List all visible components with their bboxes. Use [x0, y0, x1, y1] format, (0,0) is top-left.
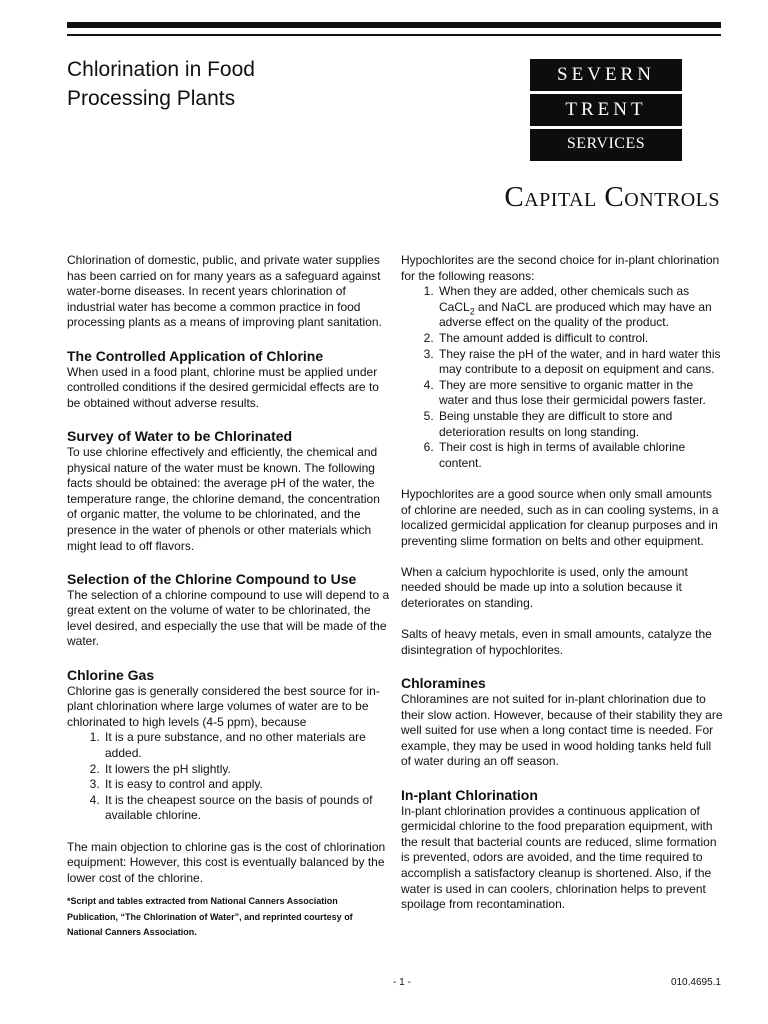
logo-line-trent: TRENT [530, 94, 682, 126]
hypochlorites-intro: Hypochlorites are the second choice for in-plant chlorination for the following reasons: [401, 253, 720, 283]
left-column [67, 253, 390, 956]
intro-paragraph: Chlorination of domestic, public, and private water supplies has been carried on for many years as a safeguard against water-borne diseases. In recent years chlorination of industrial water has become a common practice in food processing plants as a means of improving plant sanitation. [67, 253, 382, 330]
list-item: 6. Their cost is high in terms of available chlorine content. [437, 440, 723, 471]
logo-line-services: SERVICES [530, 129, 682, 161]
logo-line-severn: SEVERN [530, 59, 682, 91]
hypochlorites-paragraph-2: Hypochlorites are a good source when only small amounts of chlorine are needed, such as in can cooling systems, in a localized germicidal application for cleanup purposes and in preventing slime formation on belts and other equipment. [401, 486, 719, 548]
top-rule-thin [67, 34, 721, 36]
list-item: 5. Being unstable they are difficult to store and deterioration results on long standing. [437, 409, 723, 440]
list-item: 4. They are more sensitive to organic matter in the water and thus lose their germicidal powers faster. [437, 378, 723, 409]
list-item [437, 284, 723, 331]
section-heading-in-plant: In-plant Chlorination [401, 786, 538, 803]
list-item: 3. They raise the pH of the water, and in hard water this may contribute to a deposit on equipment and cans. [437, 347, 723, 378]
section-heading-chloramines: Chloramines [401, 675, 486, 692]
top-rule-thick [67, 22, 721, 28]
page-number: - 1 - [393, 977, 411, 988]
list-item-text: and NaCL are produced which may have an adverse effect on the quality of the product. [439, 299, 712, 330]
right-column [401, 253, 723, 928]
chlorine-gas-list [67, 730, 390, 824]
section-body-selection: The selection of a chlorine compound to use will depend to a great extent on the volume of water to be chlorinated, the level desired, and especially the use that will be made of the water. [67, 587, 390, 649]
chlorine-gas-objection: The main objection to chlorine gas is the cost of chlorination equipment: However, this cost is eventually balanced by the lower cost of the chlorine. [67, 839, 386, 885]
brand-name: Capital Controls [504, 181, 720, 213]
list-item: 2. The amount added is difficult to control. [437, 331, 723, 347]
document-code: 010.4695.1 [670, 977, 721, 988]
section-heading-chlorine-gas: Chlorine Gas [67, 666, 155, 683]
section-body-controlled-application: When used in a food plant, chlorine must be applied under controlled conditions if the desired germicidal effects are to be obtained without adverse results. [67, 364, 379, 410]
section-body-chloramines: Chloramines are not suited for in-plant chlorination due to their slow action. However, because of their stability they are well suited for use when a long contact time is needed. For example, they may be used in wood holding tanks held full of water during an off season. [401, 692, 723, 769]
hypochlorites-paragraph-4: Salts of heavy metals, even in small amounts, catalyze the disintegration of hypochlorites. [401, 627, 712, 657]
list-item-text: When they are added, other chemicals such as CaCL [439, 284, 690, 314]
section-heading-controlled-application: The Controlled Application of Chlorine [67, 347, 324, 364]
section-heading-selection: Selection of the Chlorine Compound to Use [67, 570, 357, 587]
title-line-1: Chlorination in Food [67, 58, 255, 81]
hypochlorites-list [401, 284, 723, 471]
severn-trent-logo [530, 59, 682, 161]
list-item: 2. It lowers the pH slightly. [103, 762, 390, 778]
section-body-chlorine-gas: Chlorine gas is generally considered the best source for in-plant chlorination where large volumes of water are to be chlorinated to high levels (4-5 ppm), because [67, 683, 380, 729]
list-item: 3. It is easy to control and apply. [103, 777, 390, 793]
list-item: 4. It is the cheapest source on the basis of pounds of available chlorine. [103, 793, 390, 824]
list-item: 1. It is a pure substance, and no other materials are added. [103, 730, 390, 761]
hypochlorites-paragraph-3: When a calcium hypochlorite is used, only the amount needed should be made up into a solution because it deteriorates on standing. [401, 564, 688, 611]
section-body-in-plant: In-plant chlorination provides a continuous application of germicidal chlorine to the food preparation equipment, with the result that bacterial counts are reduced, slime formation is prevented, odors are avoided, and the time required to accomplish a satisfactory cleanup is shortened. Also, if the water is used in can coolers, chlorination helps to prevent spoilage from recontamination. [401, 803, 717, 912]
section-body-survey: To use chlorine effectively and efficiently, the chemical and physical nature of the water must be known. The following facts should be obtained: the average pH of the water, the temperature range, the chlorine demand, the concentration of organic matter, the volume to be chlorinated, and the presence in the water of phenols or other materials which might lead to off flavors. [67, 444, 380, 553]
section-heading-survey: Survey of Water to be Chlorinated [67, 427, 293, 444]
subscript: 2 [469, 306, 475, 317]
source-footnote: *Script and tables extracted from National Canners Association Publication, “The Chlorination of Water”, and reprinted courtesy of National Canners Association. [67, 896, 353, 938]
page-title [67, 55, 397, 113]
title-line-2: Processing Plants [67, 87, 236, 110]
